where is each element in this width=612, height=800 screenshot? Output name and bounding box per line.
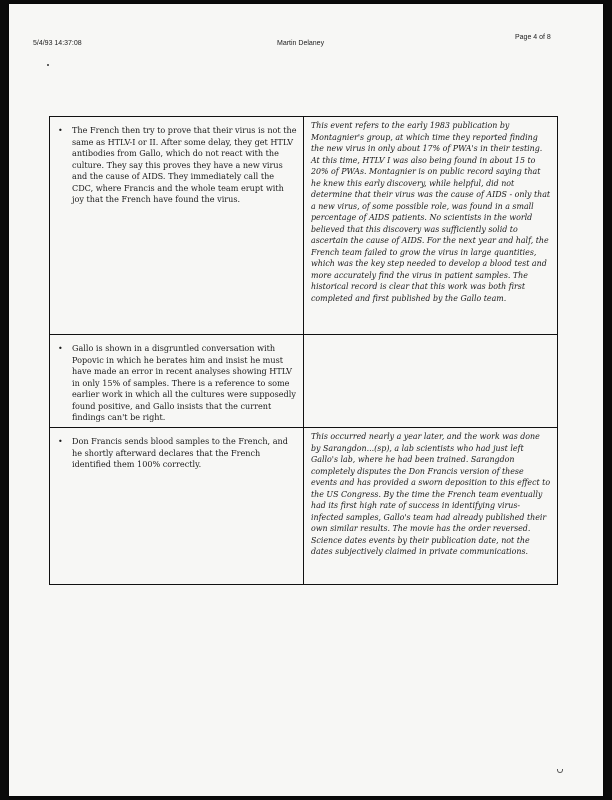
header-author: Martin Delaney bbox=[277, 40, 325, 47]
scan-mark bbox=[557, 769, 563, 773]
bullet-icon: • bbox=[58, 437, 63, 446]
comment-text: This event refers to the early 1983 publication by Montagnier's group, at which time they reported finding the new virus in only about 17% of PWA's in their testing. At this time, HTLV I was also being found in about 15 to 20% of PWAs. Montagnier is on public record saying that he knew this early discovery, while helpful, did not determine that their virus was the cause of AIDS - only that a new virus, of some possible role, was found in a small percentage of AIDS patients. No scientists in the world believed that this discovery was sufficiently solid to ascertain the cause of AIDS. For the next year and half, the French team failed to grow the virus in large quantities, which was the key step needed to develop a blood test and more accurately find the virus in patient samples. The historical record is clear that this work was both first completed and first published by the Gallo team. bbox=[311, 121, 551, 303]
table-row bbox=[50, 428, 558, 585]
comment-cell bbox=[304, 117, 558, 335]
scene-text: Gallo is shown in a disgruntled conversation with Popovic in which he berates him and insist he must have made an error in recent analyses showing HTLV in only 15% of samples. There is a reference to some earlier work in which all the cultures were supposedly found positive, and Gallo insists that the current findings can't be right. bbox=[72, 343, 296, 422]
comment-text bbox=[304, 335, 557, 338]
scene-cell bbox=[50, 428, 304, 585]
scene-text: The French then try to prove that their virus is not the same as HTLV-I or II. After some delay, they get HTLV antibodies from Gallo, which do not react with the culture. They say this proves they have a new virus and the cause of AIDS. They immediately call the CDC, where Francis and the whole team erupt with joy that the French have found the virus. bbox=[72, 125, 297, 204]
comment-cell-empty bbox=[304, 335, 558, 428]
comment-cell bbox=[304, 428, 558, 585]
comparison-table bbox=[49, 116, 558, 585]
header-page-number: Page 4 of 8 bbox=[515, 34, 551, 41]
scene-text: Don Francis sends blood samples to the French, and he shortly afterward declares that the French identified them 100% correctly. bbox=[72, 436, 288, 469]
scan-speck bbox=[47, 64, 49, 66]
scene-cell bbox=[50, 335, 304, 428]
table-row bbox=[50, 335, 558, 428]
table-row bbox=[50, 117, 558, 335]
bullet-icon: • bbox=[58, 344, 63, 353]
document-page bbox=[9, 4, 603, 796]
scene-cell bbox=[50, 117, 304, 335]
comment-text: This occurred nearly a year later, and the work was done by Sarangdon...(sp), a lab scientists who had just left Gallo's lab, where he had been trained. Sarangdon completely disputes the Don Francis version of these events and has provided a sworn deposition to this effect to the US Congress. By the time the French team eventually had its first high rate of success in identifying virus-infected samples, Gallo's team had already published their own similar results. The movie has the order reversed. Science dates events by their publication date, not the dates subjectively claimed in private communications. bbox=[311, 432, 551, 556]
bullet-icon: • bbox=[58, 126, 63, 135]
header-timestamp: 5/4/93 14:37:08 bbox=[33, 40, 82, 47]
